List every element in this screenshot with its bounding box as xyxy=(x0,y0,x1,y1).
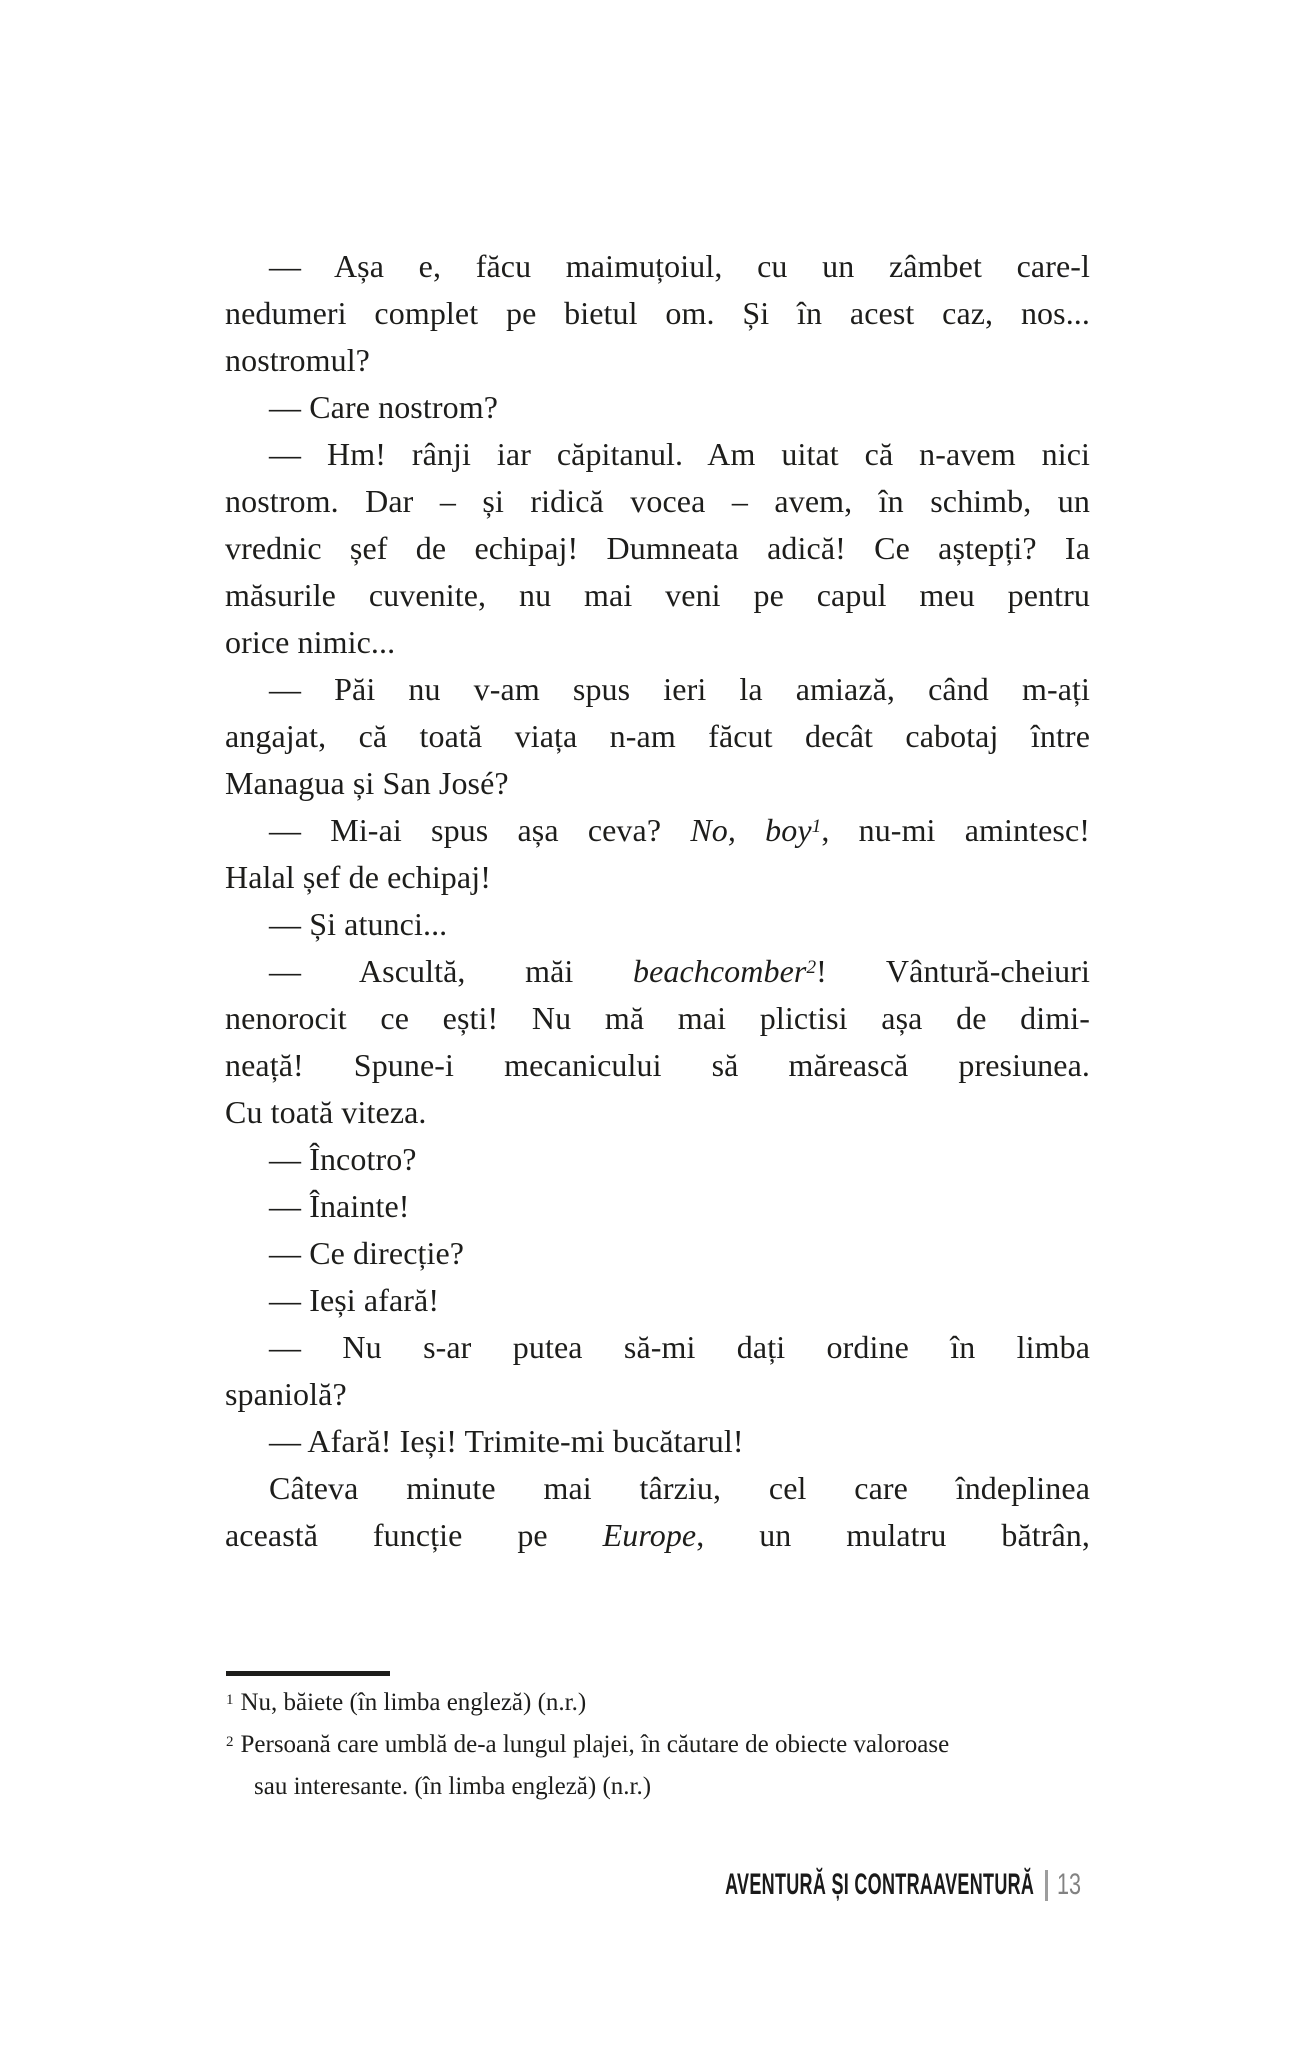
text-segment: Europe xyxy=(602,1517,697,1553)
text-segment: această funcție pe xyxy=(225,1517,603,1553)
text-line xyxy=(225,572,1090,619)
text-line xyxy=(225,1465,1090,1512)
footnote-reference: 1 xyxy=(811,815,822,837)
text-line xyxy=(225,525,1090,572)
text-line xyxy=(225,807,1090,854)
text-segment: — Ieși afară! xyxy=(269,1282,440,1318)
text-segment: neață! Spune-i mecanicului să mărească presiunea. xyxy=(225,1047,1090,1083)
text-segment: orice nimic... xyxy=(225,624,396,660)
text-line xyxy=(225,384,1090,431)
text-segment: — Ascultă, măi xyxy=(269,953,633,989)
footnote-separator xyxy=(226,1671,390,1676)
text-segment: nenorocit ce ești! Nu mă mai plictisi așa de dimi- xyxy=(225,1000,1090,1036)
text-segment: — Așa e, făcu maimuțoiul, cu un zâmbet care-l xyxy=(269,248,1090,284)
footnotes xyxy=(226,1682,1106,1808)
footnote-text: Persoană care umblă de-a lungul plajei, în căutare de obiecte valoroase xyxy=(240,1731,950,1758)
text-line xyxy=(225,1277,1090,1324)
text-segment: angajat, că toată viața n-am făcut decât cabotaj între xyxy=(225,718,1090,754)
text-segment: măsurile cuvenite, nu mai veni pe capul meu pentru xyxy=(225,577,1090,613)
page-number: 13 xyxy=(1056,1868,1081,1901)
text-line xyxy=(225,760,1090,807)
text-segment: nostromul? xyxy=(225,342,370,378)
text-segment: — Încotro? xyxy=(269,1141,417,1177)
text-segment: — Afară! Ieși! Trimite-mi bucătarul! xyxy=(269,1423,744,1459)
text-line xyxy=(225,1371,1090,1418)
text-line xyxy=(225,1136,1090,1183)
text-segment: — Ce direcție? xyxy=(269,1235,465,1271)
text-segment: ! Vântură-cheiuri xyxy=(816,953,1090,989)
text-line xyxy=(225,1418,1090,1465)
text-line xyxy=(225,1324,1090,1371)
footnote-marker: 1 xyxy=(226,1692,234,1708)
text-line xyxy=(225,1183,1090,1230)
footnote-marker: 2 xyxy=(226,1734,234,1750)
text-line xyxy=(225,713,1090,760)
text-line xyxy=(225,337,1090,384)
page-footer xyxy=(519,1866,1090,1904)
text-line xyxy=(225,948,1090,995)
text-segment: — Nu s-ar putea să-mi dați ordine în limba xyxy=(269,1329,1090,1365)
footer-divider xyxy=(1045,1870,1048,1901)
footnote-line xyxy=(226,1724,1106,1766)
text-line xyxy=(225,1089,1090,1136)
body-text xyxy=(225,243,1090,1559)
text-segment: Halal șef de echipaj! xyxy=(225,859,491,895)
text-line xyxy=(225,290,1090,337)
footnote-reference: 2 xyxy=(806,956,817,978)
text-segment: vrednic șef de echipaj! Dumneata adică! Ce aștepți? Ia xyxy=(225,530,1090,566)
text-segment: — Și atunci... xyxy=(269,906,448,942)
footnote-text: sau interesante. (în limba engleză) (n.r.) xyxy=(254,1773,652,1800)
text-segment: beachcomber xyxy=(632,953,807,989)
text-segment: — Care nostrom? xyxy=(269,389,498,425)
text-line xyxy=(225,1230,1090,1277)
text-line xyxy=(225,995,1090,1042)
footnote-line xyxy=(226,1766,1106,1808)
text-line xyxy=(225,1512,1090,1559)
text-segment: , nu-mi amintesc! xyxy=(821,812,1091,848)
text-segment: nedumeri complet pe bietul om. Și în acest caz, nos... xyxy=(225,295,1090,331)
text-line xyxy=(225,1042,1090,1089)
text-segment: No, boy xyxy=(690,812,812,848)
text-segment: — Înainte! xyxy=(269,1188,410,1224)
text-line xyxy=(225,619,1090,666)
text-segment: — Păi nu v-am spus ieri la amiază, când m-ați xyxy=(269,671,1090,707)
text-line xyxy=(225,666,1090,713)
text-segment: spaniolă? xyxy=(225,1376,347,1412)
text-segment: — Mi-ai spus așa ceva? xyxy=(269,812,691,848)
text-line xyxy=(225,478,1090,525)
text-segment: — Hm! rânji iar căpitanul. Am uitat că n-avem nici xyxy=(269,436,1090,472)
footnote-line xyxy=(226,1682,1106,1724)
text-line xyxy=(225,243,1090,290)
book-title: AVENTURĂ ȘI CONTRAAVENTURĂ xyxy=(725,1868,1035,1901)
text-segment: Managua și San José? xyxy=(225,765,509,801)
text-line xyxy=(225,901,1090,948)
text-segment: Câteva minute mai târziu, cel care îndeplinea xyxy=(269,1470,1090,1506)
text-line xyxy=(225,431,1090,478)
text-line xyxy=(225,854,1090,901)
text-segment: nostrom. Dar – și ridică vocea – avem, în schimb, un xyxy=(225,483,1090,519)
text-segment: Cu toată viteza. xyxy=(225,1094,427,1130)
footnote-text: Nu, băiete (în limba engleză) (n.r.) xyxy=(240,1689,587,1716)
text-segment: , un mulatru bătrân, xyxy=(696,1517,1091,1553)
